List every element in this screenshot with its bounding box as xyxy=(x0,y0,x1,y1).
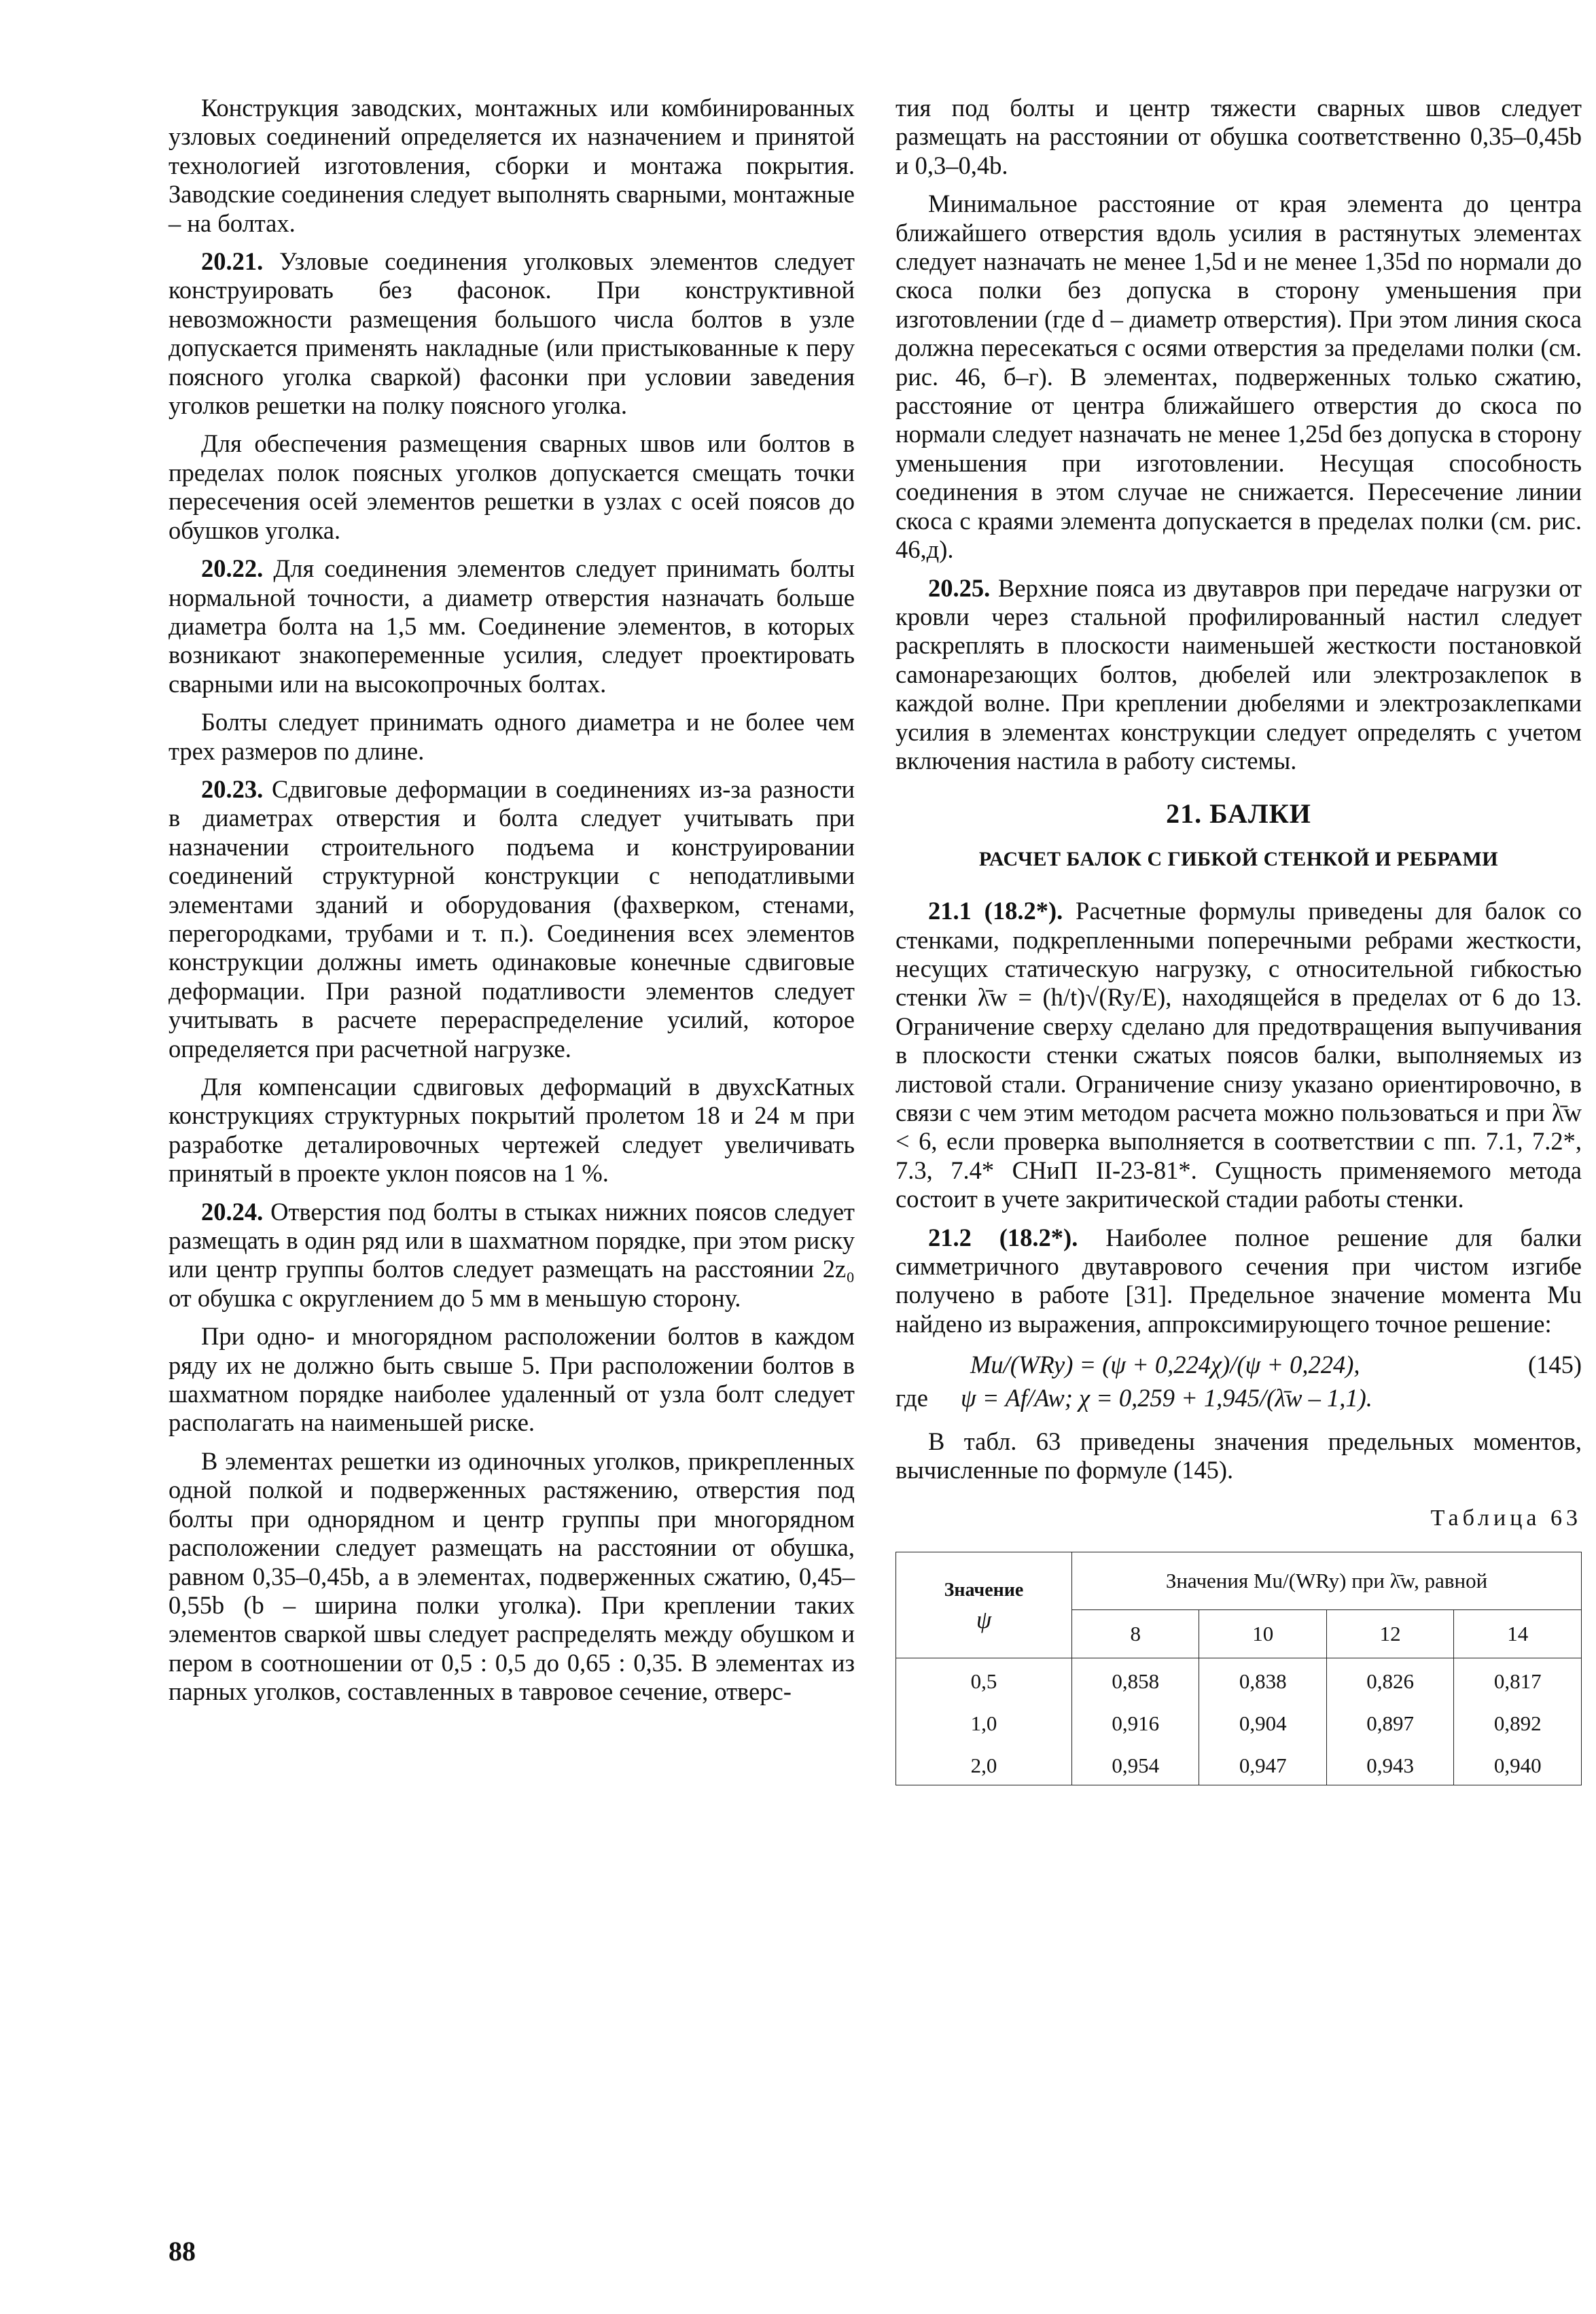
paragraph xyxy=(895,574,1582,776)
paragraph-text: Расчетные формулы приведены для балок со стенками, подкрепленными поперечными ребрами жесткости, несущих статическую нагрузку, с относительной гибкостью стенки λ̄w = (h/t)√(Ry/E), находящейся в пределах от 6 до 13. Ограничение сверху сделано для предотвращения выпучивания в плоскости стенки сжатых поясов балки, выполняемых из листовой стали. Ограничение снизу указано ориентировочно, в связи с чем этим методом расчета можно пользоваться и при λ̄w < 6, если проверка выполняется в соответствии с пп. 7.1, 7.2*, 7.3, 7.4* СНиП II-23-81*. Сущность применяемого метода состоит в учете закритической стадии работы стенки. xyxy=(895,897,1582,1213)
clause-number: 21.2 (18.2*). xyxy=(928,1223,1078,1251)
page-number: 88 xyxy=(169,2236,196,2266)
clause-number: 20.24. xyxy=(201,1197,264,1226)
formula-number: (145) xyxy=(1527,1351,1582,1379)
paragraph xyxy=(895,897,1582,1213)
clause-number: 20.25. xyxy=(928,573,991,602)
psi-cell: 2,0 xyxy=(896,1743,1072,1785)
psi-header xyxy=(896,1552,1072,1658)
psi-symbol: ψ xyxy=(976,1605,992,1633)
formula-145 xyxy=(895,1351,1582,1379)
table-row xyxy=(896,1743,1582,1785)
value-cell: 0,838 xyxy=(1199,1658,1326,1701)
value-cell: 0,954 xyxy=(1072,1743,1199,1785)
section-heading: 21. БАЛКИ xyxy=(1166,798,1311,830)
paragraph-text: Для соединения элементов следует принимать болты нормальной точности, а диаметр отверстия назначать больше диаметра болта на 1,5 мм. Соединение элементов, в которых возникают знакопеременные усилия, следует проектировать сварными или на высокопрочных болтах. xyxy=(169,554,855,698)
clause-number: 20.21. xyxy=(201,247,264,276)
clause-number: 21.1 (18.2*). xyxy=(928,897,1063,925)
formula-where xyxy=(895,1384,1582,1412)
table-row xyxy=(896,1658,1582,1701)
paragraph-text: Наиболее полное решение для балки симметричного двутаврового сечения при чистом изгибе получено в работе [31]. Предельное значение момента Mu найдено из выражения, аппроксимирующего точное решение: xyxy=(895,1223,1582,1338)
value-cell: 0,826 xyxy=(1326,1658,1453,1701)
paragraph xyxy=(169,775,855,1063)
value-cell: 0,916 xyxy=(1072,1701,1199,1743)
paragraph: Конструкция заводских, монтажных или комбинированных узловых соединений определяется их назначением и принятой технологией изготовления, сборки и монтажа покрытия. Заводские соединения следует выполнять сварными, монтажные – на болтах. xyxy=(169,94,855,237)
paragraph-text: Сдвиговые деформации в соединениях из-за разности в диаметрах отверстия и болта следует учитывать при назначении строительного подъема и конструировании соединений структурной конструкции с неподатливыми элементами зданий и оборудования (фахверком, стенами, перегородками, трубами и т. п.). Соединения всех элементов конструкции должны иметь одинаковые конечные сдвиговые деформации. При разной податливости элементов следует учитывать в расчете перераспределение усилий, которое определяется при расчетной нагрузке. xyxy=(169,775,855,1063)
paragraph: При одно- и многорядном расположении болтов в каждом ряду их не должно быть свыше 5. При расположении болтов в шахматном порядке наиболее удаленный от узла болт следует располагать на наименьшей риске. xyxy=(169,1322,855,1437)
value-cell: 0,817 xyxy=(1454,1658,1582,1701)
paragraph: Для обеспечения размещения сварных швов или болтов в пределах полок поясных уголков допускается смещать точки пересечения осей элементов решетки в узлах с осей поясов до обушков уголка. xyxy=(169,429,855,544)
psi-cell: 0,5 xyxy=(896,1658,1072,1701)
paragraph xyxy=(895,1224,1582,1339)
subsection-heading: РАСЧЕТ БАЛОК С ГИБКОЙ СТЕНКОЙ И РЕБРАМИ xyxy=(978,847,1499,870)
psi-header-label: Значение xyxy=(944,1580,1024,1601)
paragraph xyxy=(169,554,855,698)
column-header: 14 xyxy=(1454,1610,1582,1658)
paragraph: Минимальное расстояние от края элемента до центра ближайшего отверстия вдоль усилия в растянутых элементах следует назначать не менее 1,5d и не менее 1,35d по нормали до скоса полки без допуска в сторону уменьшения при изготовлении (где d – диаметр отверстия). При этом линия скоса должна пересекаться с осями отверстия за пределами полки (см. рис. 46, б–г). В элементах, подверженных только сжатию, расстояние от центра ближайшего отверстия до скоса по нормали следует назначать не менее 1,25d без допуска в сторону уменьшения при изготовлении. Несущая способность соединения в этом случае не снижается. Пересечение линии скоса с краями элемента допускается в пределах полки (см. рис. 46,д). xyxy=(895,190,1582,564)
paragraph xyxy=(169,1198,855,1313)
value-cell: 0,940 xyxy=(1454,1743,1582,1785)
where-label: где xyxy=(895,1383,928,1412)
paragraph-text: Верхние пояса из двутавров при передаче нагрузки от кровли через стальной профилированный настил следует раскреплять в плоскости наименьшей жесткости постановкой самонарезающих болтов, дюбелей или электрозаклепок в каждой волне. При креплении дюбелями и электрозаклепками усилия в элементах конструкции следует определять с учетом включения настила в работу системы. xyxy=(895,573,1582,775)
table-row xyxy=(896,1701,1582,1743)
paragraph xyxy=(169,247,855,420)
clause-number: 20.22. xyxy=(201,554,264,583)
right-column xyxy=(895,94,1582,1785)
value-cell: 0,858 xyxy=(1072,1658,1199,1701)
value-cell: 0,943 xyxy=(1326,1743,1453,1785)
value-cell: 0,947 xyxy=(1199,1743,1326,1785)
clause-number: 20.23. xyxy=(201,775,264,803)
left-column xyxy=(169,94,855,1716)
psi-cell: 1,0 xyxy=(896,1701,1072,1743)
table-caption: Таблица 63 xyxy=(1430,1505,1582,1531)
formula-expression: Mu/(WRy) = (ψ + 0,224χ)/(ψ + 0,224), xyxy=(970,1351,1360,1379)
table-63 xyxy=(895,1552,1582,1785)
paragraph: В элементах решетки из одиночных уголков, прикрепленных одной полкой и подверженных растяжению, отверстия под болты при однорядном и центр группы при многорядном расположении следует размещать на расстоянии от обушка, равном 0,35–0,45b, а в элементах, подверженных сжатию, 0,45–0,55b (b – ширина полки уголка). При креплении таких элементов сваркой швы следует распределять между обушком и пером в соотношении от 0,5 : 0,5 до 0,65 : 0,35. В элементах из парных уголков, составленных в тавровое сечение, отверс- xyxy=(169,1446,855,1706)
paragraph: Для компенсации сдвиговых деформаций в двухсКатных конструкциях структурных покрытий пролетом 18 и 24 м при разработке деталировочных чертежей следует увеличивать принятый в проекте уклон поясов на 1 %. xyxy=(169,1073,855,1188)
value-cell: 0,897 xyxy=(1326,1701,1453,1743)
where-definitions: ψ = Af/Aw; χ = 0,259 + 1,945/(λ̄w – 1,1). xyxy=(960,1383,1372,1412)
paragraph: В табл. 63 приведены значения предельных моментов, вычисленные по формуле (145). xyxy=(895,1427,1582,1484)
value-cell: 0,892 xyxy=(1454,1701,1582,1743)
value-cell: 0,904 xyxy=(1199,1701,1326,1743)
column-header: 12 xyxy=(1326,1610,1453,1658)
group-header: Значения Mu/(WRy) при λ̄w, равной xyxy=(1072,1552,1582,1610)
paragraph-text: Отверстия под болты в стыках нижних поясов следует размещать в один ряд или в шахматном порядке, при этом риску или центр группы болтов следует размещать на расстоянии 2z₀ от обушка с округлением до 5 мм в меньшую сторону. xyxy=(169,1197,855,1312)
column-header: 8 xyxy=(1072,1610,1199,1658)
paragraph-text: Узловые соединения уголковых элементов следует конструировать без фасонок. При конструктивной невозможности размещения большого числа болтов в узле допускается применять накладные (или пристыкованные к перу поясного уголка сваркой) фасонки при условии заведения уголков решетки на полку поясного уголка. xyxy=(169,247,855,420)
paragraph: Болты следует принимать одного диаметра и не более чем трех размеров по длине. xyxy=(169,708,855,765)
column-header: 10 xyxy=(1199,1610,1326,1658)
paragraph: тия под болты и центр тяжести сварных швов следует размещать на расстоянии от обушка соответственно 0,35–0,45b и 0,3–0,4b. xyxy=(895,94,1582,179)
